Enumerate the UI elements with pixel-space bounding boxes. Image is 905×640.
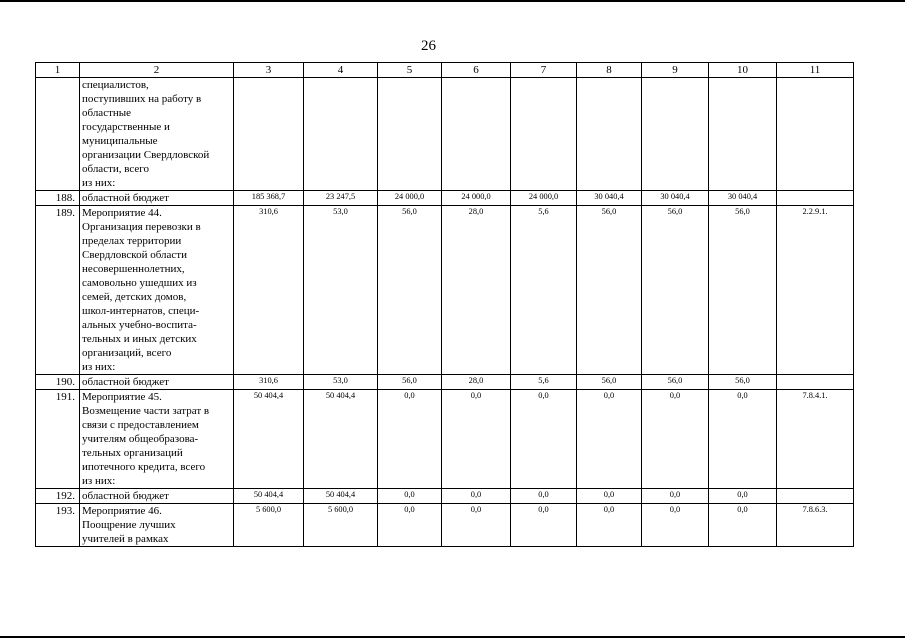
- row-number: [36, 78, 80, 191]
- description-line: Возмещение части затрат в: [82, 405, 210, 417]
- description-line: альных учебно-воспита-: [82, 319, 197, 331]
- description-line: поступивших на работу в: [82, 93, 202, 105]
- value-cell-col-9: 0,0: [642, 489, 709, 504]
- value-cell-col-9: 0,0: [642, 390, 709, 489]
- target-code: 7.8.4.1.: [777, 390, 854, 489]
- column-header-9: 9: [642, 63, 709, 78]
- description-line: тельных организаций: [82, 447, 183, 459]
- description-line: Свердловской области: [82, 249, 187, 261]
- description-line: пределах территории: [82, 235, 182, 247]
- description-line: областной бюджет: [82, 376, 169, 388]
- column-header-1: 1: [36, 63, 80, 78]
- description-line: учителям общеобразова-: [82, 433, 199, 445]
- table-row: [36, 504, 854, 547]
- row-number: 193.: [36, 504, 80, 547]
- value-cell-col-3: 50 404,4: [234, 390, 304, 489]
- value-cell-col-8: 0,0: [577, 489, 642, 504]
- description-line: Мероприятие 44.: [82, 207, 162, 219]
- column-header-8: 8: [577, 63, 642, 78]
- description-line: из них:: [82, 177, 116, 189]
- description-line: Мероприятие 45.: [82, 391, 162, 403]
- value-cell-col-8: 56,0: [577, 375, 642, 390]
- table-row: [36, 375, 854, 390]
- description-line: областные: [82, 107, 132, 119]
- table-row: [36, 78, 854, 191]
- column-header-3: 3: [234, 63, 304, 78]
- table-row: [36, 390, 854, 489]
- value-cell-col-10: 0,0: [709, 489, 777, 504]
- value-cell-col-10: 0,0: [709, 390, 777, 489]
- value-cell-col-4: 23 247,5: [304, 191, 378, 206]
- target-code: [777, 191, 854, 206]
- value-cell-col-8: [577, 78, 642, 191]
- description-line: школ-интернатов, специ-: [82, 305, 200, 317]
- column-header-5: 5: [378, 63, 442, 78]
- column-header-7: 7: [511, 63, 577, 78]
- row-description: [80, 78, 234, 191]
- table-body: [36, 63, 854, 547]
- value-cell-col-9: 0,0: [642, 504, 709, 547]
- row-description: [80, 375, 234, 390]
- description-line: из них:: [82, 361, 116, 373]
- value-cell-col-8: 0,0: [577, 504, 642, 547]
- row-description: [80, 489, 234, 504]
- description-line: специалистов,: [82, 79, 149, 91]
- column-header-6: 6: [442, 63, 511, 78]
- value-cell-col-7: 0,0: [511, 489, 577, 504]
- top-border-line: [0, 0, 905, 2]
- value-cell-col-3: [234, 78, 304, 191]
- table-row: [36, 206, 854, 375]
- value-cell-col-10: 56,0: [709, 206, 777, 375]
- description-line: самовольно ушедших из: [82, 277, 197, 289]
- table-row: [36, 489, 854, 504]
- value-cell-col-3: 185 368,7: [234, 191, 304, 206]
- value-cell-col-6: 28,0: [442, 206, 511, 375]
- value-cell-col-4: [304, 78, 378, 191]
- description-line: из них:: [82, 475, 116, 487]
- value-cell-col-6: 0,0: [442, 390, 511, 489]
- value-cell-col-6: 24 000,0: [442, 191, 511, 206]
- description-line: тельных и иных детских: [82, 333, 197, 345]
- column-header-11: 11: [777, 63, 854, 78]
- value-cell-col-7: 0,0: [511, 390, 577, 489]
- description-line: муниципальные: [82, 135, 158, 147]
- row-number: 188.: [36, 191, 80, 206]
- value-cell-col-10: [709, 78, 777, 191]
- value-cell-col-9: 30 040,4: [642, 191, 709, 206]
- row-description: [80, 390, 234, 489]
- value-cell-col-3: 5 600,0: [234, 504, 304, 547]
- row-description: [80, 504, 234, 547]
- description-line: несовершеннолетних,: [82, 263, 185, 275]
- value-cell-col-10: 56,0: [709, 375, 777, 390]
- bottom-border-line: [0, 636, 905, 638]
- value-cell-col-9: 56,0: [642, 206, 709, 375]
- description-line: государственные и: [82, 121, 170, 133]
- value-cell-col-5: 0,0: [378, 390, 442, 489]
- description-line: семей, детских домов,: [82, 291, 187, 303]
- value-cell-col-6: 0,0: [442, 489, 511, 504]
- description-line: областной бюджет: [82, 192, 169, 204]
- value-cell-col-5: 0,0: [378, 504, 442, 547]
- value-cell-col-6: [442, 78, 511, 191]
- value-cell-col-7: 24 000,0: [511, 191, 577, 206]
- row-number: 189.: [36, 206, 80, 375]
- target-code: 7.8.6.3.: [777, 504, 854, 547]
- description-line: Мероприятие 46.: [82, 505, 162, 517]
- value-cell-col-10: 30 040,4: [709, 191, 777, 206]
- value-cell-col-6: 0,0: [442, 504, 511, 547]
- description-line: области, всего: [82, 163, 150, 175]
- value-cell-col-5: 0,0: [378, 489, 442, 504]
- table-row: [36, 191, 854, 206]
- value-cell-col-5: [378, 78, 442, 191]
- description-line: организаций, всего: [82, 347, 172, 359]
- value-cell-col-6: 28,0: [442, 375, 511, 390]
- value-cell-col-4: 50 404,4: [304, 390, 378, 489]
- description-line: областной бюджет: [82, 490, 169, 502]
- description-line: организации Свердловской: [82, 149, 210, 161]
- value-cell-col-5: 56,0: [378, 206, 442, 375]
- value-cell-col-4: 53,0: [304, 206, 378, 375]
- description-line: учителей в рамках: [82, 533, 169, 545]
- header-row: [36, 63, 854, 78]
- column-header-10: 10: [709, 63, 777, 78]
- value-cell-col-3: 310,6: [234, 206, 304, 375]
- value-cell-col-8: 56,0: [577, 206, 642, 375]
- target-code: [777, 489, 854, 504]
- value-cell-col-7: 5,6: [511, 375, 577, 390]
- budget-table: [35, 62, 854, 547]
- row-number: 191.: [36, 390, 80, 489]
- value-cell-col-4: 50 404,4: [304, 489, 378, 504]
- page-number: 26: [421, 38, 436, 54]
- value-cell-col-3: 50 404,4: [234, 489, 304, 504]
- value-cell-col-4: 53,0: [304, 375, 378, 390]
- value-cell-col-8: 30 040,4: [577, 191, 642, 206]
- row-number: 190.: [36, 375, 80, 390]
- description-line: Организация перевозки в: [82, 221, 201, 233]
- value-cell-col-8: 0,0: [577, 390, 642, 489]
- row-description: [80, 191, 234, 206]
- value-cell-col-7: 5,6: [511, 206, 577, 375]
- description-line: связи с предоставлением: [82, 419, 199, 431]
- row-description: [80, 206, 234, 375]
- value-cell-col-9: [642, 78, 709, 191]
- value-cell-col-7: [511, 78, 577, 191]
- target-code: [777, 78, 854, 191]
- row-number: 192.: [36, 489, 80, 504]
- column-header-4: 4: [304, 63, 378, 78]
- description-line: ипотечного кредита, всего: [82, 461, 206, 473]
- description-line: Поощрение лучших: [82, 519, 176, 531]
- value-cell-col-9: 56,0: [642, 375, 709, 390]
- target-code: [777, 375, 854, 390]
- target-code: 2.2.9.1.: [777, 206, 854, 375]
- value-cell-col-5: 56,0: [378, 375, 442, 390]
- column-header-2: 2: [80, 63, 234, 78]
- value-cell-col-10: 0,0: [709, 504, 777, 547]
- value-cell-col-5: 24 000,0: [378, 191, 442, 206]
- value-cell-col-3: 310,6: [234, 375, 304, 390]
- value-cell-col-4: 5 600,0: [304, 504, 378, 547]
- value-cell-col-7: 0,0: [511, 504, 577, 547]
